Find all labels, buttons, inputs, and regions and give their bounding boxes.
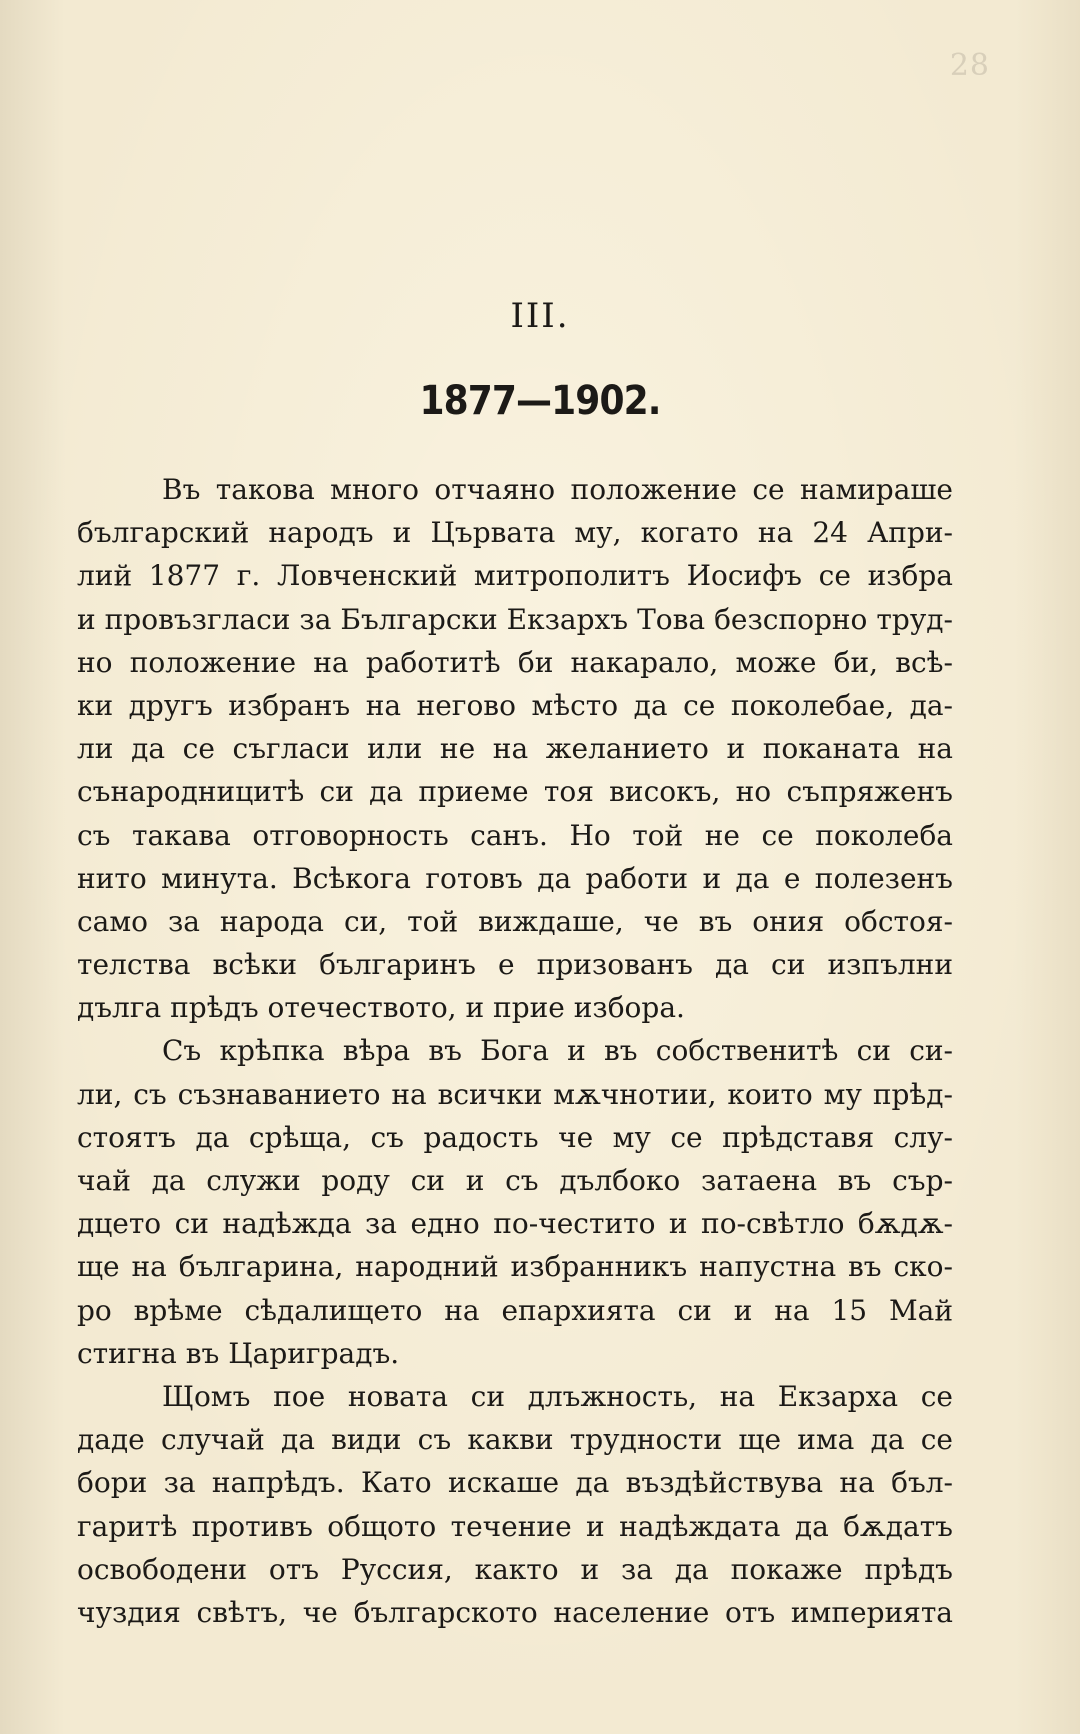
text-line: съ такава отговорность санъ. Но той не се поколеба [77,818,953,852]
text-line: ки другъ избранъ на негово мѣсто да се поколебае, да- [77,688,953,722]
page-number: 28 [949,48,990,83]
text-line: ро врѣме сѣдалището на епархията си и на 15 Май [77,1293,953,1327]
text-line: дълга прѣдъ отечеството, и прие избора. [77,991,685,1025]
text-line: чуздия свѣтъ, че българското население отъ империята [77,1595,953,1629]
text-line: освободени отъ Руссия, както и за да покаже прѣдъ [77,1552,953,1586]
text-line: лий 1877 г. Ловченский митрополитъ Иосифъ се избра [77,559,953,593]
text-line: и провъзгласи за Български Екзархъ Това безспорно труд- [77,602,953,636]
text-line: телства всѣки българинъ е призованъ да си изпълни [77,948,953,982]
text-line: чай да служи роду си и съ дълбоко затаена въ сър- [77,1164,953,1197]
text-line: Въ такова много отчаяно положение се намираше [162,473,953,506]
text-line: Щомъ пое новата си длъжность, на Екзарха се [162,1379,953,1413]
text-line: стигна въ Цариградъ. [77,1336,400,1370]
chapter-number: III. [510,296,570,336]
chapter-title-years: 1877—1902. [419,378,661,424]
text-line: стоятъ да срѣща, съ радость че му се прѣдставя слу- [77,1120,953,1154]
text-line: но положение на работитѣ би накарало, може би, всѣ- [77,645,953,679]
text-line: бори за напрѣдъ. Като искаше да въздѣйствува на бъл- [77,1466,953,1500]
text-line: ли, съ съзнаванието на всички мѫчнотии, които му прѣд- [77,1077,953,1111]
text-line: дцето си надѣжда за едно по-честито и по-свѣтло бѫдѫ- [77,1207,953,1241]
text-line: Съ крѣпка вѣра въ Бога и въ собственитѣ си си- [162,1034,953,1068]
text-line: ли да се съгласи или не на желанието и поканата на [77,732,953,766]
text-line: гаритѣ противъ общото течение и надѣждата да бѫдатъ [77,1509,953,1543]
body-text [77,468,953,1634]
text-line: само за народа си, той виждаше, че въ ония обстоя- [77,904,953,938]
text-line: даде случай да види съ какви трудности ще има да се [77,1423,953,1457]
text-line: ще на българина, народний избранникъ напустна въ ско- [77,1250,953,1284]
text-line: сънародницитѣ си да приеме тоя високъ, но съпряженъ [77,775,953,809]
text-line: нито минута. Всѣкога готовъ да работи и да е полезенъ [77,861,953,895]
text-line: българский народъ и Цървата му, когато на 24 Апри- [77,516,953,550]
